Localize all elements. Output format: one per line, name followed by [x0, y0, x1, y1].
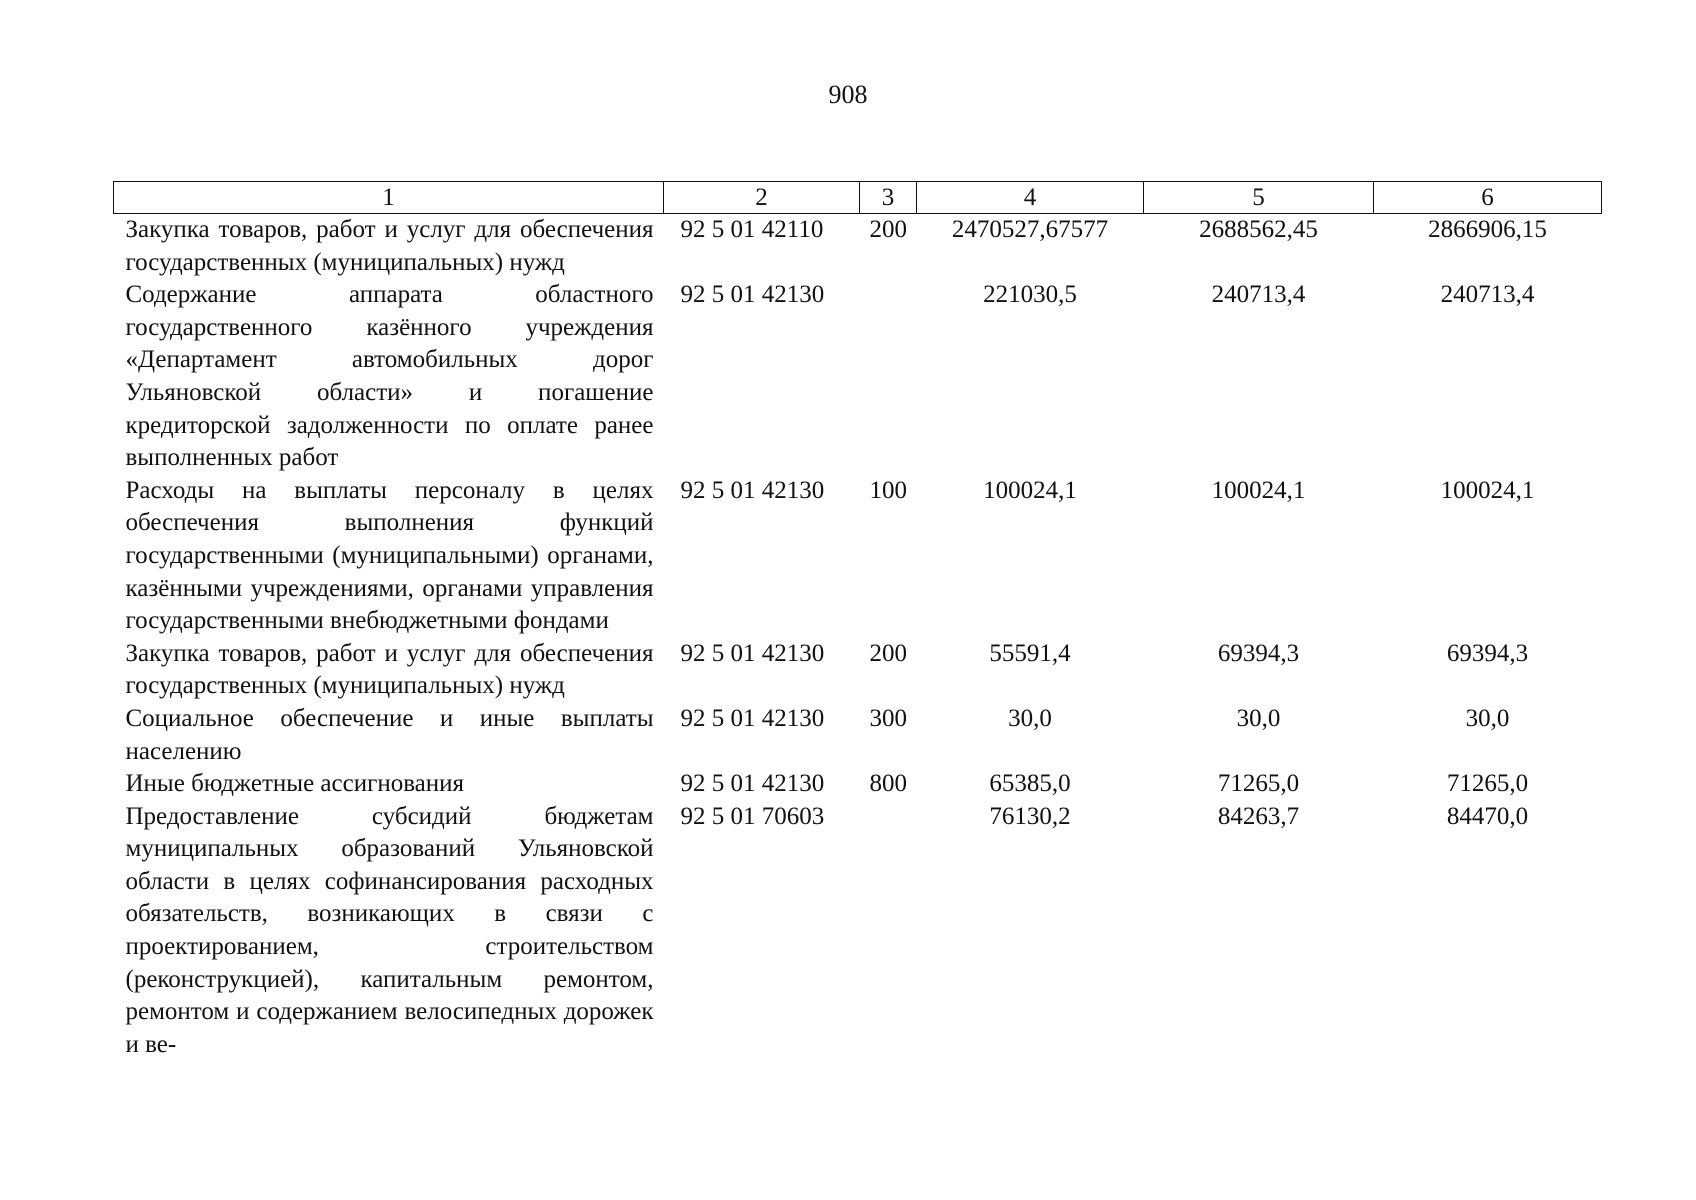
- column-header-1: 1: [114, 182, 664, 214]
- row-code: 92 5 01 42130: [680, 704, 825, 732]
- row-code: 92 5 01 42130: [680, 639, 825, 667]
- column-header-3: 3: [860, 182, 917, 214]
- column-header-5: 5: [1144, 182, 1374, 214]
- budget-table: [113, 181, 1602, 1061]
- row-value-5: 69394,3: [1217, 639, 1300, 667]
- row-value-4: 55591,4: [989, 639, 1071, 667]
- table-row: [114, 801, 1602, 1062]
- row-code: 92 5 01 42130: [680, 476, 825, 504]
- row-value-5: 84263,7: [1217, 802, 1300, 830]
- column-header-4: 4: [917, 182, 1144, 214]
- table-row: [114, 214, 1602, 280]
- row-value-6: 84470,0: [1446, 802, 1529, 830]
- row-name: Закупка товаров, работ и услуг для обеспечения государственных (муниципальных) нужд: [125, 216, 654, 276]
- column-header-2: 2: [664, 182, 860, 214]
- row-type: [860, 801, 917, 1062]
- row-name: Социальное обеспечение и иные выплаты населению: [125, 704, 654, 765]
- row-value-4: 100024,1: [983, 476, 1077, 504]
- row-value-4: 2470527,67577: [951, 216, 1109, 243]
- row-code: 92 5 01 42130: [680, 281, 825, 309]
- row-name: Иные бюджетные ассигнования: [125, 770, 465, 798]
- row-type: 100: [869, 476, 907, 504]
- row-name: Закупка товаров, работ и услуг для обеспечения государственных (муниципальных) нужд: [125, 639, 654, 700]
- row-value-4: 76130,2: [989, 802, 1071, 830]
- row-value-5: 30,0: [1236, 704, 1281, 732]
- row-code: 92 5 01 70603: [680, 802, 825, 830]
- row-name: Предоставление субсидий бюджетам муниципальных образований Ульяновской области в целях софинансирования расходных обязательств, возникающих в связи с проектированием, строительством (реконструкцией), капитальным ремонтом, ремонтом и содержанием велосипедных дорожек и ве-: [125, 802, 654, 1058]
- row-value-6: 100024,1: [1440, 476, 1535, 504]
- row-code: 92 5 01 42110: [680, 216, 824, 243]
- table-row: [114, 703, 1602, 768]
- table-row: [114, 638, 1602, 703]
- row-value-5: 100024,1: [1211, 476, 1306, 504]
- table-row: [114, 475, 1602, 638]
- row-type: 200: [869, 216, 907, 243]
- row-value-5: 240713,4: [1211, 281, 1306, 309]
- row-value-4: 65385,0: [989, 770, 1071, 798]
- row-value-6: 2866906,15: [1428, 216, 1547, 243]
- row-type: 200: [869, 639, 907, 667]
- row-value-6: 71265,0: [1446, 770, 1529, 798]
- page-number: 908: [828, 80, 868, 109]
- table-row: [114, 279, 1602, 475]
- table-header-row: [114, 182, 1602, 214]
- row-value-4: 30,0: [1008, 704, 1052, 732]
- row-type: 300: [869, 704, 907, 732]
- row-value-4: 221030,5: [983, 281, 1077, 309]
- row-type: 800: [869, 770, 907, 798]
- row-name: Расходы на выплаты персоналу в целях обеспечения выполнения функций государственными (муниципальными) органами, казёнными учреждениями, органами управления государственными внебюджетными фондами: [125, 476, 654, 635]
- row-code: 92 5 01 42130: [680, 770, 825, 798]
- row-type: [860, 279, 917, 475]
- row-value-6: 69394,3: [1446, 639, 1529, 667]
- table-row: [114, 768, 1602, 801]
- row-value-6: 30,0: [1465, 704, 1510, 732]
- row-name: Содержание аппарата областного государственного казённого учреждения «Департамент автомобильных дорог Ульяновской области» и погашение кредиторской задолженности по оплате ранее выполненных работ: [125, 281, 654, 472]
- column-header-6: 6: [1374, 182, 1602, 214]
- row-value-5: 71265,0: [1217, 770, 1300, 798]
- row-value-6: 240713,4: [1440, 281, 1535, 309]
- row-value-5: 2688562,45: [1199, 216, 1318, 243]
